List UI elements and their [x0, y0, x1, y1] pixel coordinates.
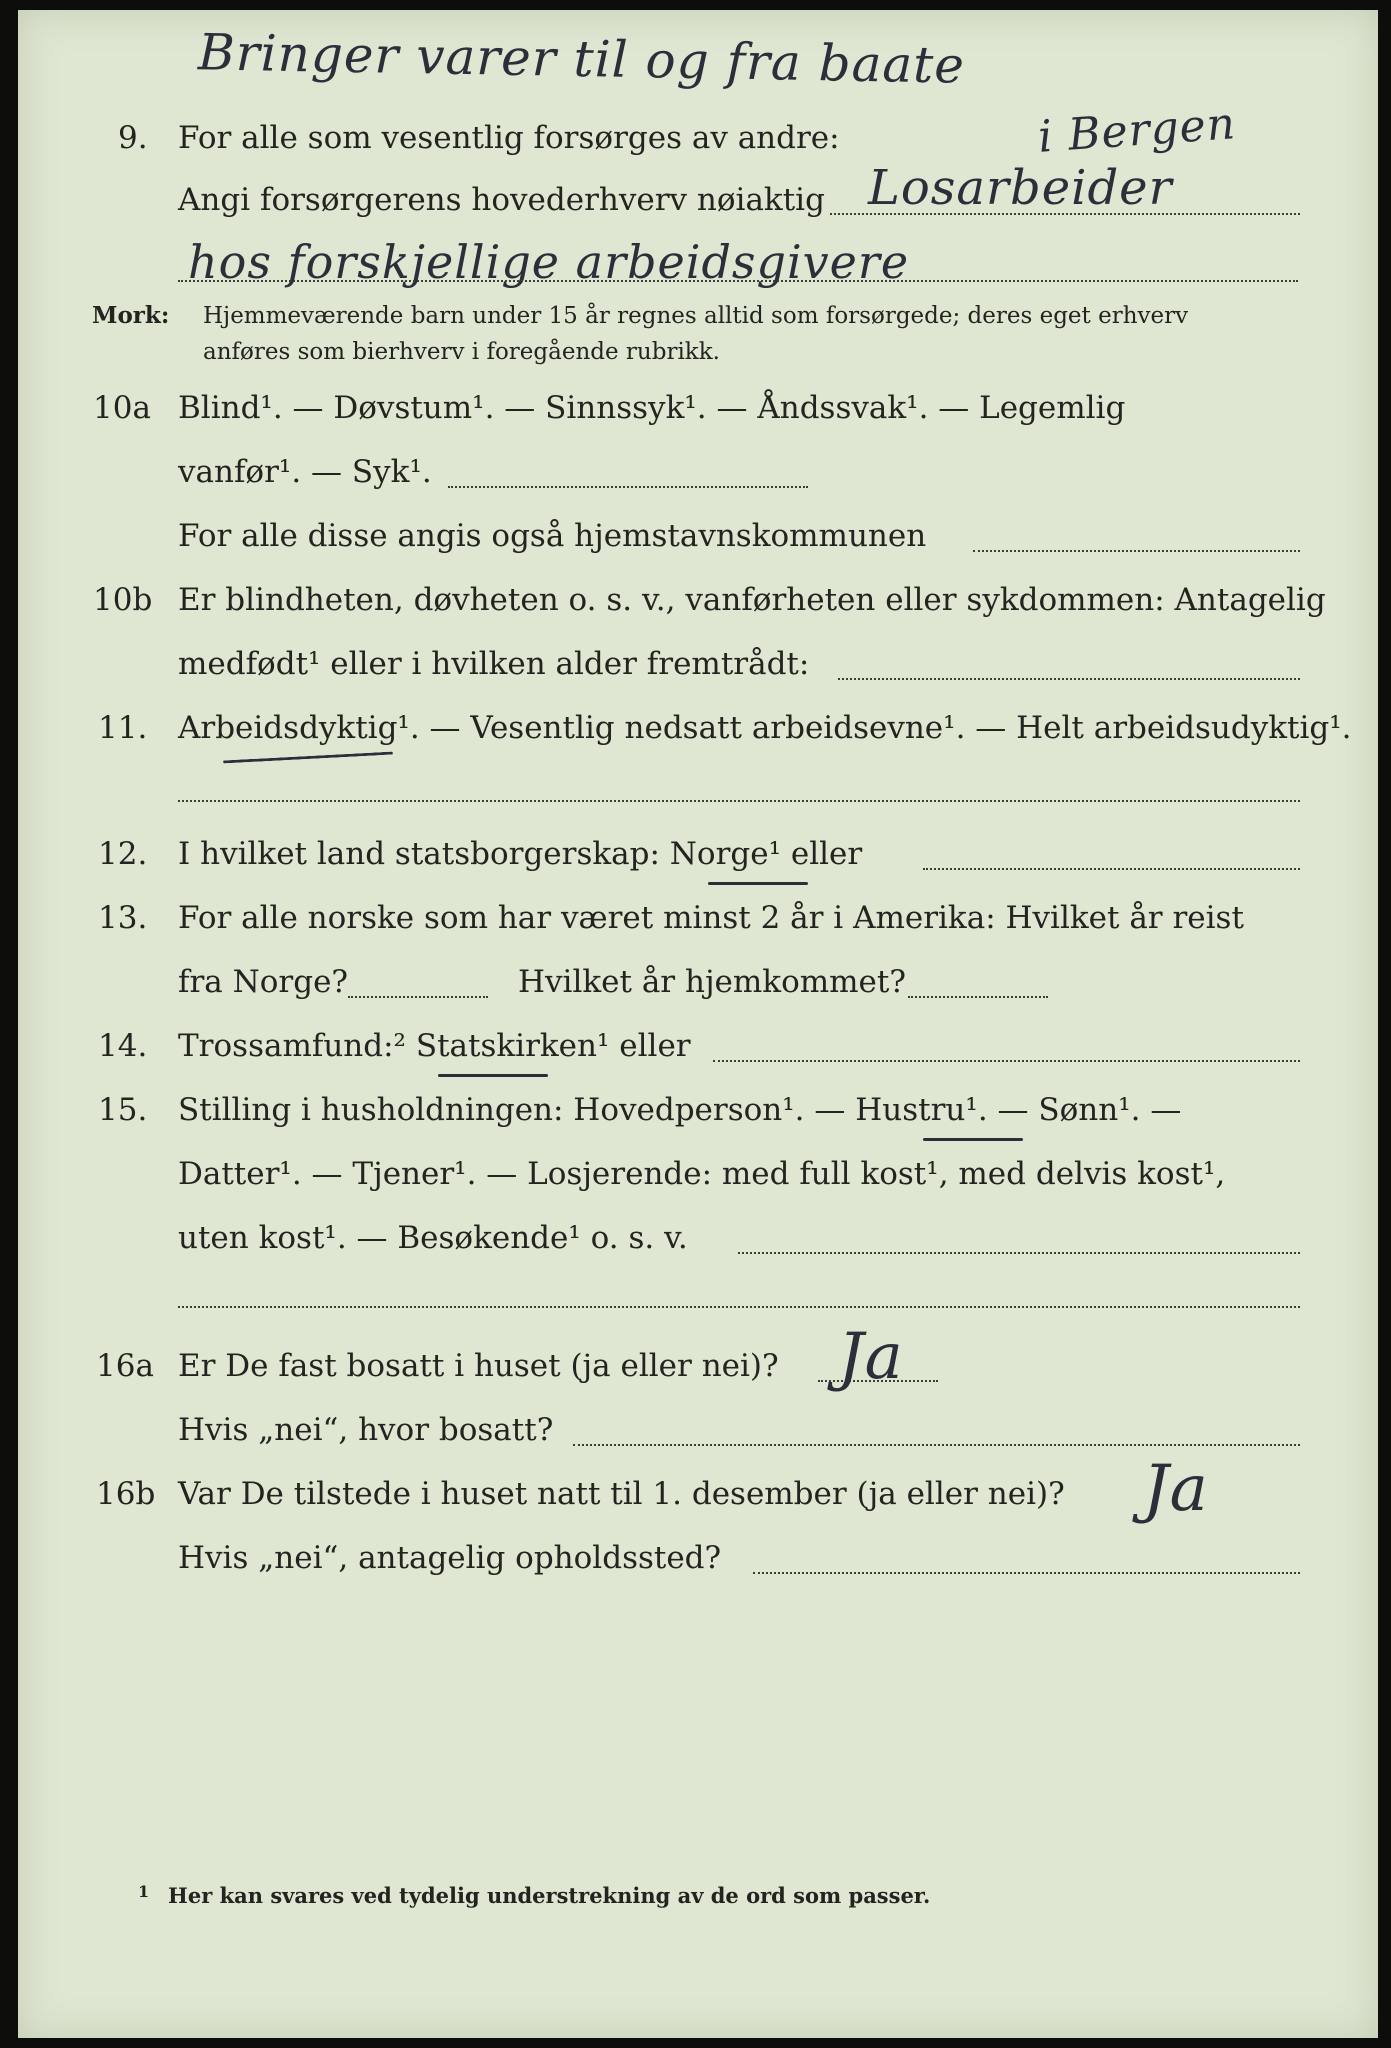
handwritten-provider-job-2: hos forskjellige arbeidsgivere	[188, 235, 910, 289]
q11-line1: Arbeidsdyktig¹. — Vesentlig nedsatt arbeidsevne¹. — Helt arbeidsudyktig¹.	[178, 710, 1352, 746]
q16a-number: 16a	[96, 1348, 154, 1384]
q9-number: 9.	[118, 120, 148, 156]
handwritten-top-note-2: i Bergen	[1036, 98, 1238, 163]
q16b-location-line	[753, 1572, 1300, 1574]
q11-number: 11.	[98, 710, 148, 746]
q13-line1: For alle norske som har været minst 2 år i Amerika: Hvilket år reist	[178, 900, 1244, 936]
q12-line1: I hvilket land statsborgerskap: Norge¹ eller	[178, 836, 863, 872]
q16a-line1: Er De fast bosatt i huset (ja eller nei)?	[178, 1348, 779, 1384]
q10b-number: 10b	[93, 582, 153, 618]
q15-line1: Stilling i husholdningen: Hovedperson¹. — Hustru¹. — Sønn¹. —	[178, 1092, 1182, 1128]
handwritten-q16b-answer: Ja	[1143, 1452, 1209, 1526]
q16b-number: 16b	[96, 1476, 156, 1512]
q14-line1: Trossamfund:² Statskirken¹ eller	[178, 1028, 691, 1064]
q10a-number: 10a	[93, 390, 151, 426]
q12-number: 12.	[98, 836, 148, 872]
footnote-mark: 1	[138, 1882, 150, 1901]
q11-underline-mark	[223, 752, 393, 764]
footnote-text: Her kan svares ved tydelig understrekning av de ord som passer.	[168, 1883, 931, 1908]
q13-line2a: fra Norge?	[178, 964, 349, 1000]
q10a-line3: For alle disse angis også hjemstavnskommunen	[178, 518, 927, 554]
note-line2: anføres som bierhverv i foregående rubrikk.	[203, 339, 720, 365]
q9-answer-line-2	[178, 280, 1298, 282]
q12-underline-mark	[708, 882, 808, 885]
q16a-line2: Hvis „nei“, hvor bosatt?	[178, 1412, 554, 1448]
q11-answer-line	[178, 800, 1300, 802]
q12-answer-line	[923, 868, 1300, 870]
q15-number: 15.	[98, 1092, 148, 1128]
q14-underline-mark	[438, 1074, 548, 1077]
q13-departure-line	[348, 996, 488, 998]
q10b-line2: medfødt¹ eller i hvilken alder fremtrådt:	[178, 646, 810, 682]
q15-line2: Datter¹. — Tjener¹. — Losjerende: med full kost¹, med delvis kost¹,	[178, 1156, 1226, 1192]
q16b-line1: Var De tilstede i huset natt til 1. desember (ja eller nei)?	[178, 1476, 1065, 1512]
q15-answer-line-2	[178, 1306, 1300, 1308]
q15-line3: uten kost¹. — Besøkende¹ o. s. v.	[178, 1220, 688, 1256]
q16a-residence-line	[573, 1444, 1300, 1446]
q9-line2: Angi forsørgerens hovederhverv nøiaktig	[178, 182, 825, 218]
note-line1: Hjemmeværende barn under 15 år regnes alltid som forsørgede; deres eget erhverv	[203, 303, 1189, 329]
q15-underline-mark	[923, 1138, 1023, 1141]
q13-number: 13.	[98, 900, 148, 936]
q16b-line2: Hvis „nei“, antagelig opholdssted?	[178, 1540, 722, 1576]
q14-number: 14.	[98, 1028, 148, 1064]
handwritten-q16a-answer: Ja	[838, 1320, 904, 1394]
q13-line2b: Hvilket år hjemkommet?	[518, 964, 906, 1000]
q10b-line1: Er blindheten, døvheten o. s. v., vanførheten eller sykdommen: Antagelig	[178, 582, 1326, 618]
q10a-line1: Blind¹. — Døvstum¹. — Sinnssyk¹. — Åndssvak¹. — Legemlig	[178, 390, 1126, 426]
handwritten-provider-job: Losarbeider	[868, 160, 1173, 216]
q13-return-line	[908, 996, 1048, 998]
q10a-line2: vanfør¹. — Syk¹.	[178, 454, 432, 490]
q9-line1: For alle som vesentlig forsørges av andre:	[178, 120, 840, 156]
handwritten-top-note: Bringer varer til og fra baate	[197, 23, 966, 95]
q10b-answer-line	[838, 678, 1300, 680]
q10a-answer-line	[448, 486, 808, 488]
q14-answer-line	[713, 1060, 1300, 1062]
q15-answer-line	[738, 1252, 1300, 1254]
q10a-home-line	[973, 550, 1300, 552]
note-label: Mork:	[92, 302, 170, 329]
census-form-page	[18, 10, 1378, 2038]
